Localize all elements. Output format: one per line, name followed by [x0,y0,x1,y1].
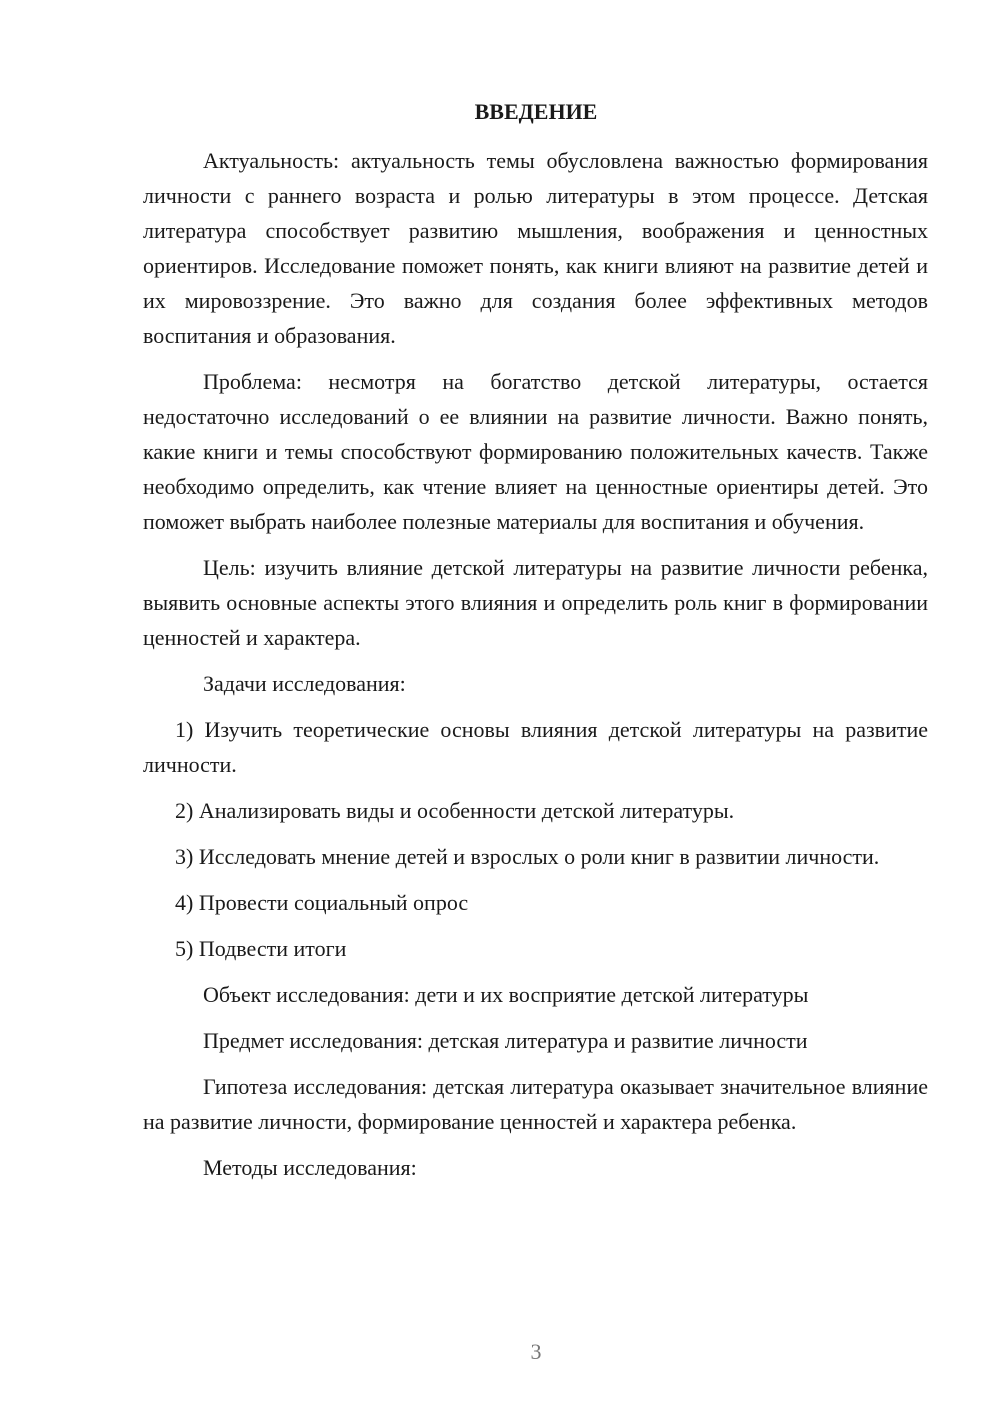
paragraph-hypothesis: Гипотеза исследования: детская литература оказывает значительное влияние на развитие личности, формирование ценностей и характера ребенка. [143,1074,928,1134]
document-body [143,143,928,1185]
paragraph-subject: Предмет исследования: детская литература и развитие личности [203,1028,808,1053]
paragraph-relevance: Актуальность: актуальность темы обусловлена важностью формирования личности с раннего возраста и ролью литературы в этом процессе. Детская литература способствует развитию мышления, воображения и ценностных ориентиров. Исследование поможет понять, как книги влияют на развитие детей и их мировоззрение. Это важно для создания более эффективных методов воспитания и образования. [143,148,928,348]
task-item-5: 5) Подвести итоги [175,936,347,961]
paragraph-tasks-heading: Задачи исследования: [203,671,406,696]
paragraph-problem: Проблема: несмотря на богатство детской литературы, остается недостаточно исследований о ее влиянии на развитие личности. Важно понять, какие книги и темы способствуют формированию положительных качеств. Также необходимо определить, как чтение влияет на ценностные ориентиры детей. Это поможет выбрать наиболее полезные материалы для воспитания и обучения. [143,369,928,534]
paragraph-goal: Цель: изучить влияние детской литературы на развитие личности ребенка, выявить основные аспекты этого влияния и определить роль книг в формировании ценностей и характера. [143,555,928,650]
task-item-3: 3) Исследовать мнение детей и взрослых о роли книг в развитии личности. [175,844,880,869]
task-item-1: 1) Изучить теоретические основы влияния детской литературы на развитие личности. [143,717,928,777]
page-number: 3 [530,1339,542,1364]
paragraph-methods: Методы исследования: [203,1155,417,1180]
task-item-2: 2) Анализировать виды и особенности детской литературы. [175,798,735,823]
page-title: ВВЕДЕНИЕ [474,99,598,124]
paragraph-object: Объект исследования: дети и их восприятие детской литературы [203,982,809,1007]
task-item-4: 4) Провести социальный опрос [175,890,469,915]
